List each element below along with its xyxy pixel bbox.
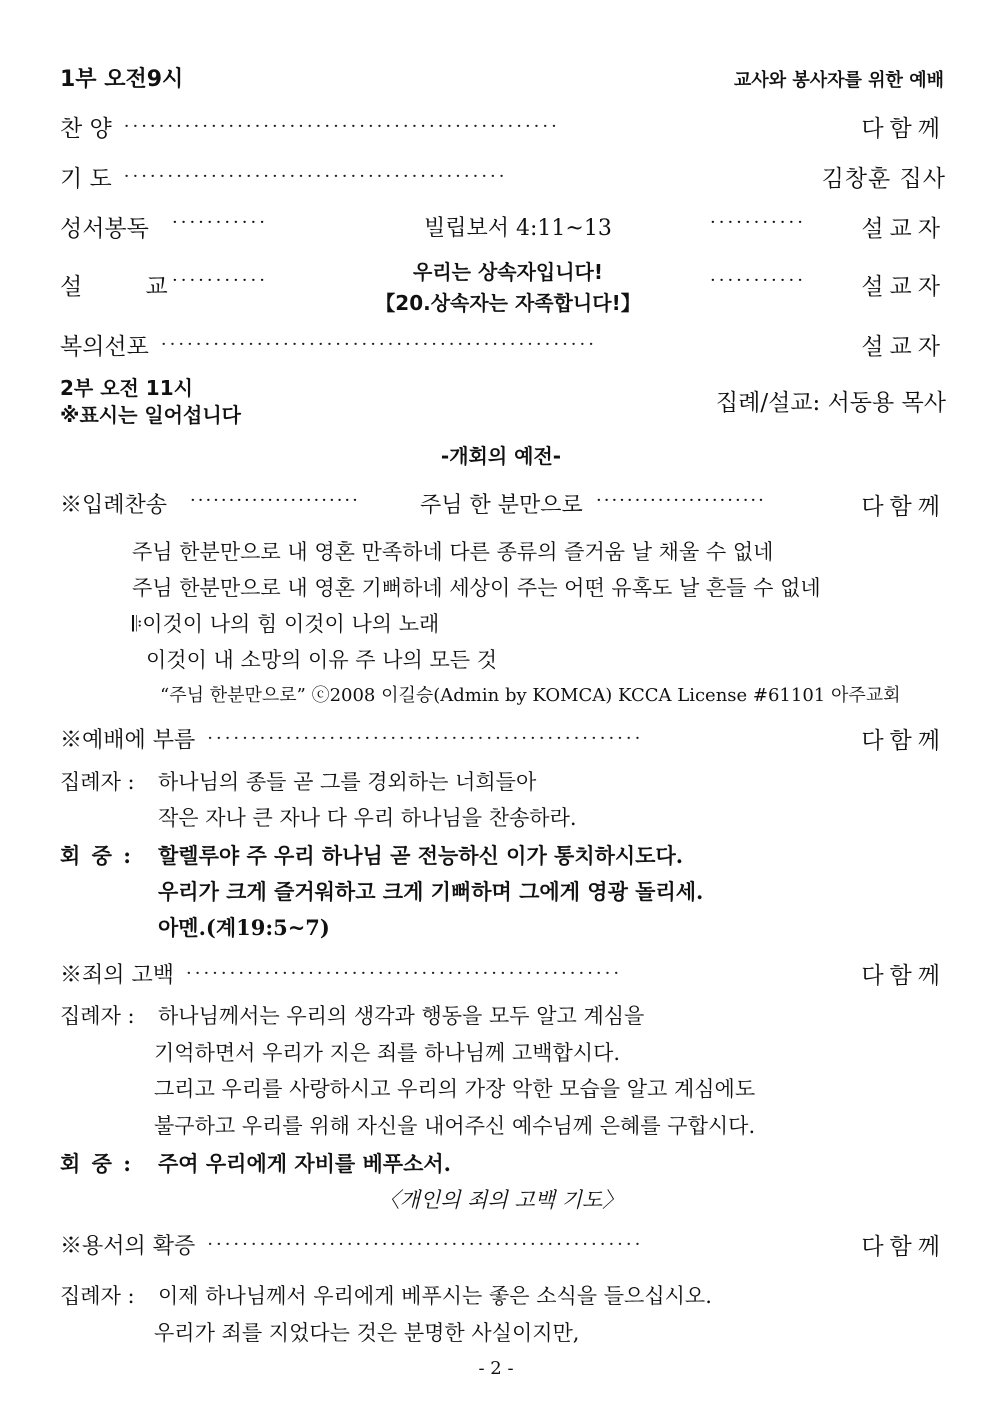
order-performer: 설교자	[861, 333, 946, 360]
lyric-line: 이것이 내 소망의 이유 주 나의 모든 것	[146, 648, 498, 672]
hymn-title: 주님 한 분만으로	[420, 493, 583, 518]
sermon-title: 우리는 상속자입니다!	[413, 260, 603, 284]
leader-dots: ···········	[172, 270, 268, 291]
order-label: ※용서의 확증	[60, 1233, 196, 1259]
order-label: 기 도	[60, 165, 112, 192]
leader-line: 작은 자나 큰 자나 다 우리 하나님을 찬송하라.	[158, 806, 577, 830]
order-item-hymn	[60, 108, 946, 144]
sermon-subtitle: 【20.상속자는 자족합니다!】	[375, 291, 641, 315]
leader-tag: 집례자 :	[60, 1284, 135, 1308]
prayer-note: 〈개인의 죄의 고백 기도〉	[378, 1188, 624, 1212]
order-performer: 다함께	[861, 494, 946, 520]
people-line: 우리가 크게 즐거워하고 크게 기뻐하며 그에게 영광 돌리세.	[158, 879, 704, 904]
order-performer: 설교자	[861, 216, 946, 242]
leader-tag: 집례자 :	[60, 770, 135, 794]
leader-line: 그리고 우리를 사랑하시고 우리의 가장 악한 모습을 알고 계심에도	[154, 1077, 756, 1101]
order-label-sermon: 설 교	[60, 274, 196, 300]
part2-title: 2부 오전 11시	[60, 376, 193, 400]
section-heading: -개회의 예전-	[440, 444, 562, 468]
order-label-entrance-hymn: ※입례찬송	[60, 493, 168, 518]
worship-leader: 집례/설교: 서동용 목사	[715, 390, 946, 416]
order-item-prayer	[60, 158, 946, 194]
order-performer: 김창훈 집사	[821, 165, 946, 192]
leader-dots: ······················	[596, 490, 766, 511]
leader-dots: ···········	[172, 212, 268, 233]
lyric-line: 주님 한분만으로 내 영혼 만족하네 다른 종류의 즐거움 날 채울 수 없네	[132, 540, 774, 564]
scripture-reference: 빌립보서 4:11~13	[424, 216, 612, 241]
order-label-scripture: 성서봉독	[60, 216, 149, 242]
leader-dots: ············································	[123, 165, 508, 187]
people-tag: 회 중 :	[60, 1151, 133, 1176]
lyric-line: 주님 한분만으로 내 영혼 기뻐하네 세상이 주는 어떤 유혹도 날 흔들 수 없네	[132, 576, 821, 600]
leader-line: 우리가 죄를 지었다는 것은 분명한 사실이지만,	[154, 1321, 580, 1345]
people-line: 주여 우리에게 자비를 베푸소서.	[158, 1151, 451, 1176]
leader-dots: ··················································	[186, 962, 623, 984]
order-label: 찬 양	[60, 115, 112, 142]
leader-dots: ···········	[710, 212, 806, 233]
people-tag: 회 중 :	[60, 843, 133, 868]
hymn-copyright: “주님 한분만으로” ⓒ2008 이길승(Admin by KOMCA) KCCA License #61101 아주교회	[160, 685, 901, 706]
leader-line: 기억하면서 우리가 지은 죄를 하나님께 고백합시다.	[154, 1041, 621, 1065]
order-performer: 다함께	[861, 962, 946, 989]
part1-subtitle: 교사와 봉사자를 위한 예배	[733, 70, 944, 91]
leader-line: 이제 하나님께서 우리에게 베푸시는 좋은 소식을 들으십시오.	[158, 1284, 712, 1308]
leader-line: 하나님께서는 우리의 생각과 행동을 모두 알고 계심을	[158, 1004, 645, 1028]
order-item-call-to-worship	[60, 720, 946, 756]
leader-tag: 집례자 :	[60, 1004, 135, 1028]
order-item-benediction	[60, 326, 946, 362]
page-number: - 2 -	[478, 1358, 514, 1379]
order-item-assurance	[60, 1226, 946, 1262]
leader-dots: ··················································	[207, 1233, 644, 1255]
order-performer: 다함께	[861, 115, 946, 142]
order-label: ※죄의 고백	[60, 962, 175, 988]
order-performer: 설교자	[861, 274, 946, 300]
order-label: ※예배에 부름	[60, 727, 196, 753]
order-item-confession	[60, 955, 946, 991]
part1-title: 1부 오전9시	[60, 67, 184, 92]
leader-dots: ······················	[190, 490, 360, 511]
order-performer: 다함께	[861, 727, 946, 754]
order-label: 복의선포	[60, 333, 149, 360]
lyric-line: 𝄆이것이 나의 힘 이것이 나의 노래	[132, 612, 440, 636]
standing-note: ※표시는 일어섭니다	[60, 403, 241, 427]
order-performer: 다함께	[861, 1233, 946, 1260]
leader-line: 하나님의 종들 곧 그를 경외하는 너희들아	[158, 770, 537, 794]
leader-line: 불구하고 우리를 위해 자신을 내어주신 예수님께 은혜를 구합시다.	[154, 1114, 756, 1138]
people-line: 아멘.(계19:5~7)	[158, 915, 330, 940]
leader-dots: ··················································	[207, 727, 644, 749]
leader-dots: ··················································	[160, 333, 597, 355]
people-line: 할렐루야 주 우리 하나님 곧 전능하신 이가 통치하시도다.	[158, 843, 684, 868]
leader-dots: ··················································	[123, 115, 560, 137]
leader-dots: ···········	[710, 270, 806, 291]
